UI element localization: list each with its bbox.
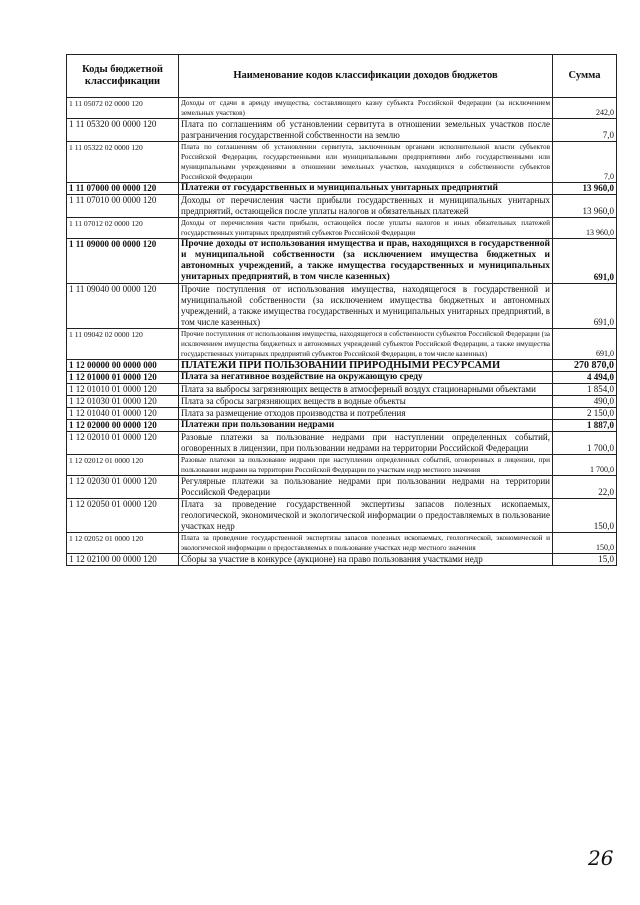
code-cell: 1 12 02050 01 0000 120 [67,499,179,533]
code-cell: 1 12 01000 01 0000 120 [67,372,179,384]
table-row [67,360,617,372]
name-cell: Регулярные платежи за пользование недрами при пользовании недрами на территории Российской Федерации [179,476,553,499]
name-cell: Прочие поступления от использования имущества, находящегося в государственной и муниципальной собственности (за исключением имущества бюджетных и автономных учреждений, а также имущества государственных и муниципальных унитарных предприятий, в том числе казенных) [179,284,553,329]
table-row [67,329,617,360]
table-row [67,432,617,455]
code-cell: 1 11 09042 02 0000 120 [67,329,179,360]
header-sum: Сумма [553,55,617,98]
sum-cell: 150,0 [553,533,617,554]
code-cell: 1 11 07000 00 0000 120 [67,183,179,195]
name-cell: Доходы от сдачи в аренду имущества, составляющего казну субъекта Российской Федерации (за исключением земельных участков) [179,98,553,119]
table-row [67,554,617,566]
code-cell: 1 11 05320 00 0000 120 [67,119,179,142]
sum-cell: 270 870,0 [553,360,617,372]
table-row [67,195,617,218]
name-cell: Доходы от перечисления части прибыли, остающейся после уплаты налогов и иных обязательных платежей государственных унитарных предприятий субъектов Российской Федерации [179,218,553,239]
name-cell: Плата за проведение государственной экспертизы запасов полезных ископаемых, геологической, экономической и экологической информации о предоставляемых в пользование участках недр [179,499,553,533]
name-cell: Разовые платежи за пользование недрами при наступлении определенных событий, оговоренных в лицензии, при пользовании недрами на территории Российской Федерации [179,432,553,455]
sum-cell: 1 700,0 [553,432,617,455]
header-code: Коды бюджетной классификации [67,55,179,98]
sum-cell: 691,0 [553,284,617,329]
name-cell: Плата по соглашениям об установлении сервитута в отношении земельных участков после разграничения государственной собственности на землю [179,119,553,142]
code-cell: 1 12 02052 01 0000 120 [67,533,179,554]
table-row [67,420,617,432]
table-row [67,533,617,554]
code-cell: 1 11 09000 00 0000 120 [67,239,179,284]
sum-cell: 4 494,0 [553,372,617,384]
document-page [66,54,616,566]
name-cell: Платежи при пользовании недрами [179,420,553,432]
sum-cell: 7,0 [553,119,617,142]
code-cell: 1 12 01040 01 0000 120 [67,408,179,420]
code-cell: 1 12 02010 01 0000 120 [67,432,179,455]
sum-cell: 2 150,0 [553,408,617,420]
page-number: 26 [588,846,614,870]
code-cell: 1 12 01030 01 0000 120 [67,396,179,408]
sum-cell: 13 960,0 [553,195,617,218]
sum-cell: 150,0 [553,499,617,533]
code-cell: 1 12 02012 01 0000 120 [67,455,179,476]
sum-cell: 490,0 [553,396,617,408]
table-row [67,408,617,420]
name-cell: Прочие доходы от использования имущества и прав, находящихся в государственной и муниципальной собственности (за исключением имущества бюджетных и автономных учреждений, а также имущества государственных и муниципальных унитарных предприятий, в том числе казенных) [179,239,553,284]
code-cell: 1 12 00000 00 0000 000 [67,360,179,372]
sum-cell: 691,0 [553,329,617,360]
table-row [67,284,617,329]
table-row [67,372,617,384]
code-cell: 1 12 01010 01 0000 120 [67,384,179,396]
name-cell: Прочие поступления от использования имущества, находящегося в собственности субъектов Российской Федерации (за исключением имущества бюджетных и автономных учреждений субъектов Российской Федерации, а также имущества государственных унитарных предприятий субъектов Российской Федерации, в том числе казенных) [179,329,553,360]
name-cell: Плата за проведение государственной экспертизы запасов полезных ископаемых, геологической, экономической и экологической информации о предоставляемых в пользование участках недр местного значения [179,533,553,554]
sum-cell: 1 700,0 [553,455,617,476]
sum-cell: 1 854,0 [553,384,617,396]
sum-cell: 1 887,0 [553,420,617,432]
table-row [67,98,617,119]
table-row [67,239,617,284]
sum-cell: 691,0 [553,239,617,284]
table-row [67,396,617,408]
budget-classification-table [66,54,617,566]
name-cell: Плата за размещение отходов производства и потребления [179,408,553,420]
sum-cell: 13 960,0 [553,183,617,195]
table-row [67,476,617,499]
name-cell: Разовые платежи за пользование недрами при наступлении определенных событий, оговоренных в лицензии, при пользовании недрами на территории Российской Федерации по участкам недр местного значения [179,455,553,476]
table-row [67,183,617,195]
sum-cell: 242,0 [553,98,617,119]
table-row [67,142,617,183]
table-row [67,455,617,476]
name-cell: Доходы от перечисления части прибыли государственных и муниципальных унитарных предприятий, остающейся после уплаты налогов и обязательных платежей [179,195,553,218]
name-cell: Плата за негативное воздействие на окружающую среду [179,372,553,384]
code-cell: 1 12 02100 00 0000 120 [67,554,179,566]
name-cell: Плата за сбросы загрязняющих веществ в водные объекты [179,396,553,408]
code-cell: 1 11 05322 02 0000 120 [67,142,179,183]
code-cell: 1 12 02030 01 0000 120 [67,476,179,499]
sum-cell: 7,0 [553,142,617,183]
table-row [67,218,617,239]
sum-cell: 13 960,0 [553,218,617,239]
name-cell: Плата за выбросы загрязняющих веществ в атмосферный воздух стационарными объектами [179,384,553,396]
code-cell: 1 11 07012 02 0000 120 [67,218,179,239]
name-cell: ПЛАТЕЖИ ПРИ ПОЛЬЗОВАНИИ ПРИРОДНЫМИ РЕСУРСАМИ [179,360,553,372]
header-name: Наименование кодов классификации доходов бюджетов [179,55,553,98]
code-cell: 1 12 02000 00 0000 120 [67,420,179,432]
table-row [67,499,617,533]
code-cell: 1 11 09040 00 0000 120 [67,284,179,329]
name-cell: Платежи от государственных и муниципальных унитарных предприятий [179,183,553,195]
sum-cell: 22,0 [553,476,617,499]
sum-cell: 15,0 [553,554,617,566]
name-cell: Сборы за участие в конкурсе (аукционе) на право пользования участками недр [179,554,553,566]
table-row [67,384,617,396]
table-header-row [67,55,617,98]
code-cell: 1 11 07010 00 0000 120 [67,195,179,218]
table-row [67,119,617,142]
name-cell: Плата по соглашениям об установлении сервитута, заключенным органами исполнительной власти субъектов Российской Федерации, государственными или муниципальными предприятиями либо государственными или муниципальными учреждениями в отношении земельных участков, находящихся в собственности субъектов Российской Федерации [179,142,553,183]
code-cell: 1 11 05072 02 0000 120 [67,98,179,119]
